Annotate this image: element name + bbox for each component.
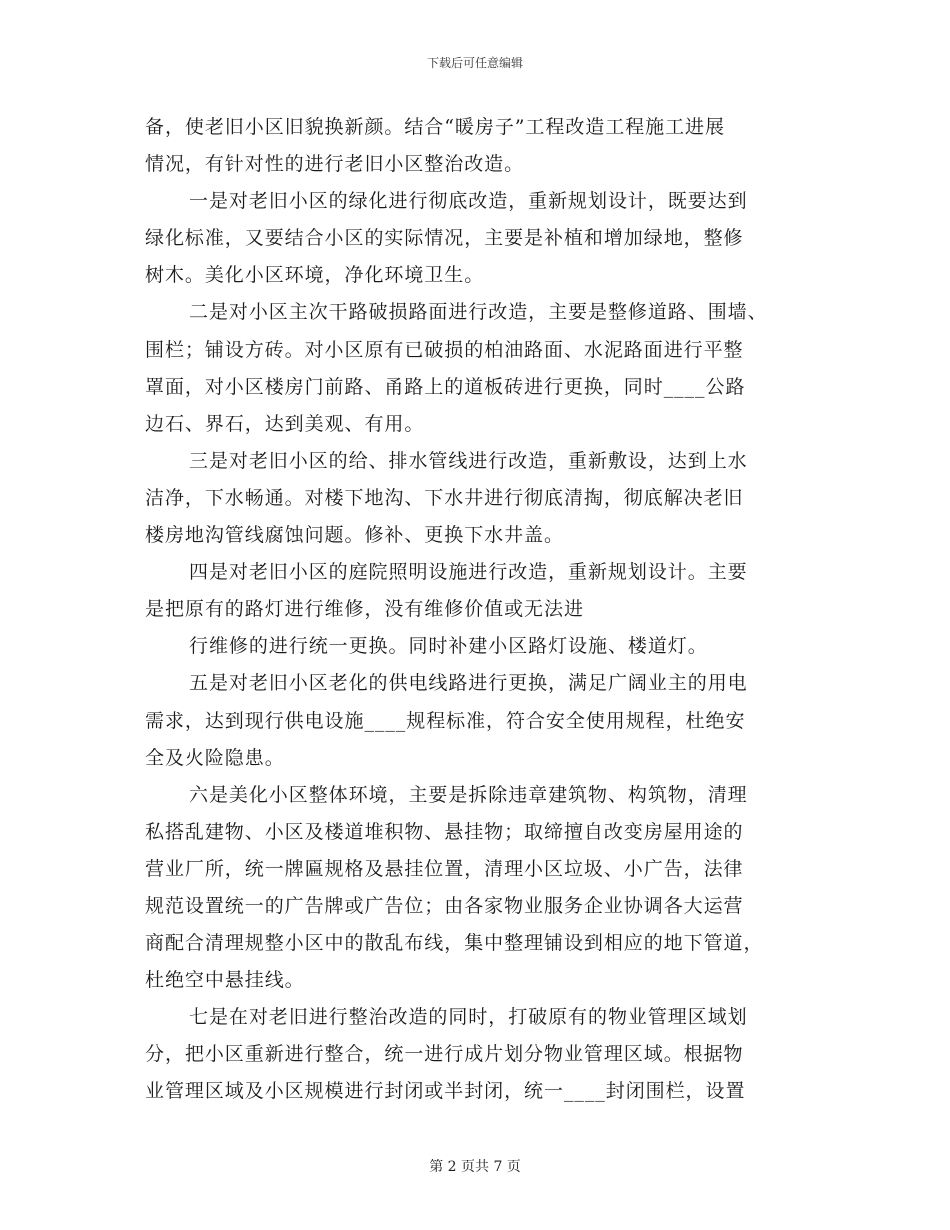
paragraph-start-line: 行维修的进行统一更换。同时补建小区路灯设施、楼道灯。 [189, 635, 708, 658]
text-line: 洁净，下水畅通。对楼下地沟、下水井进行彻底清掏，彻底解决老旧 [145, 486, 744, 509]
text-line: 绿化标准，又要结合小区的实际情况，主要是补植和增加绿地，整修 [145, 227, 744, 250]
text-line: 楼房地沟管线腐蚀问题。修补、更换下水井盖。 [145, 524, 564, 547]
paragraph-start-line: 四是对老旧小区的庭院照明设施进行改造，重新规划设计。主要 [189, 561, 748, 584]
paragraph-start-line: 七是在对老旧进行整治改造的同时，打破原有的物业管理区域划 [189, 1006, 748, 1029]
paragraph-start-line: 六是美化小区整体环境，主要是拆除违章建筑物、构筑物，清理 [189, 783, 748, 806]
text-line: 情况，有针对性的进行老旧小区整治改造。 [145, 153, 525, 176]
text-line: 边石、界石，达到美观、有用。 [145, 412, 425, 435]
text-line: 分，把小区重新进行整合，统一进行成片划分物业管理区域。根据物 [145, 1043, 744, 1066]
text-line: 围栏；铺设方砖。对小区原有已破损的柏油路面、水泥路面进行平整 [145, 338, 744, 361]
text-line: 是把原有的路灯进行维修，没有维修价值或无法进 [145, 598, 584, 621]
text-line: 私搭乱建物、小区及楼道堆积物、悬挂物；取缔擅自改变房屋用途的 [145, 820, 744, 843]
text-line: 规范设置统一的广告牌或广告位；由各家物业服务企业协调各大运营 [145, 894, 744, 917]
text-line: 树木。美化小区环境，净化环境卫生。 [145, 264, 485, 287]
text-line: 罩面，对小区楼房门前路、甬路上的道板砖进行更换，同时____公路 [145, 375, 746, 398]
text-line: 营业厂所，统一牌匾规格及悬挂位置，清理小区垃圾、小广告，法律 [145, 857, 744, 880]
page-header: 下载后可任意编辑 [426, 56, 523, 70]
document-body [145, 109, 810, 1111]
paragraph-start-line: 一是对老旧小区的绿化进行彻底改造，重新规划设计，既要达到 [189, 190, 748, 213]
text-line: 全及火险隐患。 [145, 746, 285, 769]
text-line: 商配合清理规整小区中的散乱布线，集中整理铺设到相应的地下管道， [145, 932, 764, 955]
text-line: 需求，达到现行供电设施____规程标准，符合安全使用规程，杜绝安 [145, 709, 746, 732]
paragraph-start-line: 二是对小区主次干路破损路面进行改造，主要是整修道路、围墙、 [189, 301, 768, 324]
text-line: 业管理区域及小区规模进行封闭或半封闭，统一____封闭围栏，设置 [145, 1080, 746, 1103]
paragraph-start-line: 三是对老旧小区的给、排水管线进行改造，重新敷设，达到上水 [189, 449, 748, 472]
text-line: 杜绝空中悬挂线。 [145, 969, 305, 992]
paragraph-start-line: 五是对老旧小区老化的供电线路进行更换，满足广阔业主的用电 [189, 672, 748, 695]
text-line: 备，使老旧小区旧貌换新颜。结合“暖房子”工程改造工程施工进展 [145, 116, 725, 138]
page-number: 第 2 页共 7 页 [429, 1159, 521, 1175]
